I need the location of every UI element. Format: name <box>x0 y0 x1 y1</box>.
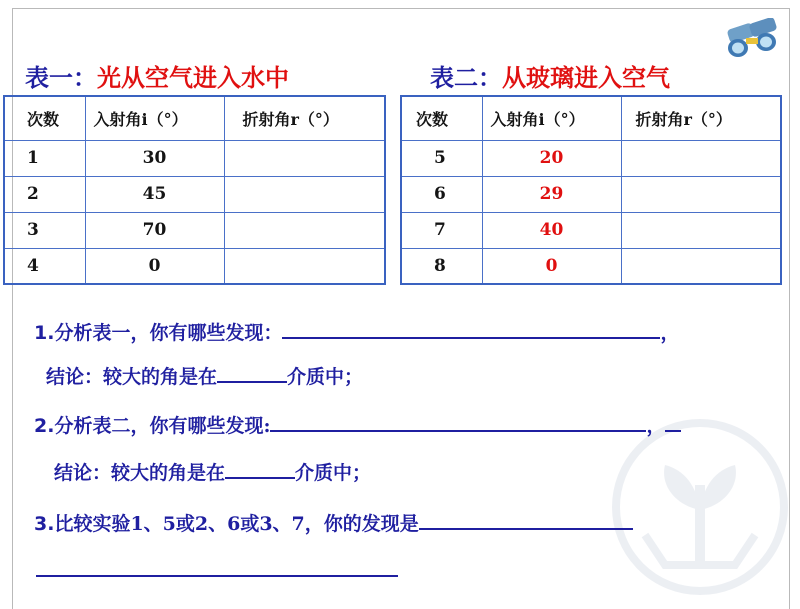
conclusion-2 <box>54 458 371 485</box>
table2-title-label: 表二： <box>430 63 502 92</box>
incidence-cell: 40 <box>482 212 621 248</box>
table1 <box>3 95 386 285</box>
watermark-logo <box>605 415 795 600</box>
question-1-number: 1. <box>34 322 55 344</box>
binoculars-icon <box>724 18 784 62</box>
question-1-end: ， <box>660 322 680 344</box>
table-row <box>4 212 385 248</box>
table2-header-refraction: 折射角r（°） <box>621 96 781 140</box>
table1-title-label: 表一： <box>25 63 97 92</box>
count-cell: 2 <box>4 176 85 212</box>
table1-title <box>25 58 289 93</box>
count-cell: 5 <box>401 140 482 176</box>
incidence-cell: 20 <box>482 140 621 176</box>
table-row <box>4 140 385 176</box>
conclusion-1 <box>46 362 363 389</box>
incidence-cell: 70 <box>85 212 224 248</box>
question-3-answer-line[interactable] <box>36 575 398 577</box>
incidence-cell: 0 <box>85 248 224 284</box>
table1-header-row <box>4 96 385 140</box>
conclusion-2-suffix: 介质中； <box>295 462 372 484</box>
refraction-cell[interactable] <box>224 140 385 176</box>
count-cell: 8 <box>401 248 482 284</box>
incidence-cell: 45 <box>85 176 224 212</box>
count-cell: 7 <box>401 212 482 248</box>
count-cell: 6 <box>401 176 482 212</box>
table-row <box>401 140 781 176</box>
question-2-answer-blank[interactable] <box>270 412 646 432</box>
table-row <box>4 248 385 284</box>
conclusion-2-blank[interactable] <box>225 459 295 479</box>
question-2 <box>34 411 681 438</box>
table2-title-text: 从玻璃进入空气 <box>502 63 670 92</box>
count-cell: 3 <box>4 212 85 248</box>
table1-header-count: 次数 <box>4 96 85 140</box>
table1-title-text: 光从空气进入水中 <box>97 63 289 92</box>
conclusion-1-prefix: 结论：较大的角是在 <box>46 366 218 388</box>
question-3-text: 比较实验1、5或2、6或3、7，你的发现是 <box>54 513 419 535</box>
question-2-text: 分析表二，你有哪些发现: <box>54 415 271 437</box>
incidence-cell: 29 <box>482 176 621 212</box>
count-cell: 1 <box>4 140 85 176</box>
refraction-cell[interactable] <box>621 212 781 248</box>
table-row <box>401 248 781 284</box>
refraction-cell[interactable] <box>224 248 385 284</box>
refraction-cell[interactable] <box>224 212 385 248</box>
refraction-cell[interactable] <box>224 176 385 212</box>
table2 <box>400 95 782 285</box>
count-cell: 4 <box>4 248 85 284</box>
question-2-end: ， <box>646 415 666 437</box>
table1-header-refraction: 折射角r（°） <box>224 96 385 140</box>
table2-header-incidence: 入射角i（°） <box>482 96 621 140</box>
question-1 <box>34 318 679 345</box>
table2-title <box>430 58 670 93</box>
table-row <box>4 176 385 212</box>
incidence-cell: 0 <box>482 248 621 284</box>
table-row <box>401 176 781 212</box>
table1-header-incidence: 入射角i（°） <box>85 96 224 140</box>
conclusion-1-suffix: 介质中； <box>287 366 364 388</box>
refraction-cell[interactable] <box>621 248 781 284</box>
question-3 <box>34 509 633 536</box>
refraction-cell[interactable] <box>621 176 781 212</box>
question-1-answer-blank[interactable] <box>282 319 660 339</box>
question-3-number: 3. <box>34 513 55 535</box>
question-2-extra-blank[interactable] <box>665 412 681 432</box>
table-row <box>401 212 781 248</box>
conclusion-1-blank[interactable] <box>217 363 287 383</box>
question-2-number: 2. <box>34 415 55 437</box>
refraction-cell[interactable] <box>621 140 781 176</box>
table2-header-row <box>401 96 781 140</box>
question-1-text: 分析表一，你有哪些发现： <box>54 322 283 344</box>
question-3-answer-blank[interactable] <box>419 510 633 530</box>
table2-header-count: 次数 <box>401 96 482 140</box>
conclusion-2-prefix: 结论：较大的角是在 <box>54 462 226 484</box>
incidence-cell: 30 <box>85 140 224 176</box>
